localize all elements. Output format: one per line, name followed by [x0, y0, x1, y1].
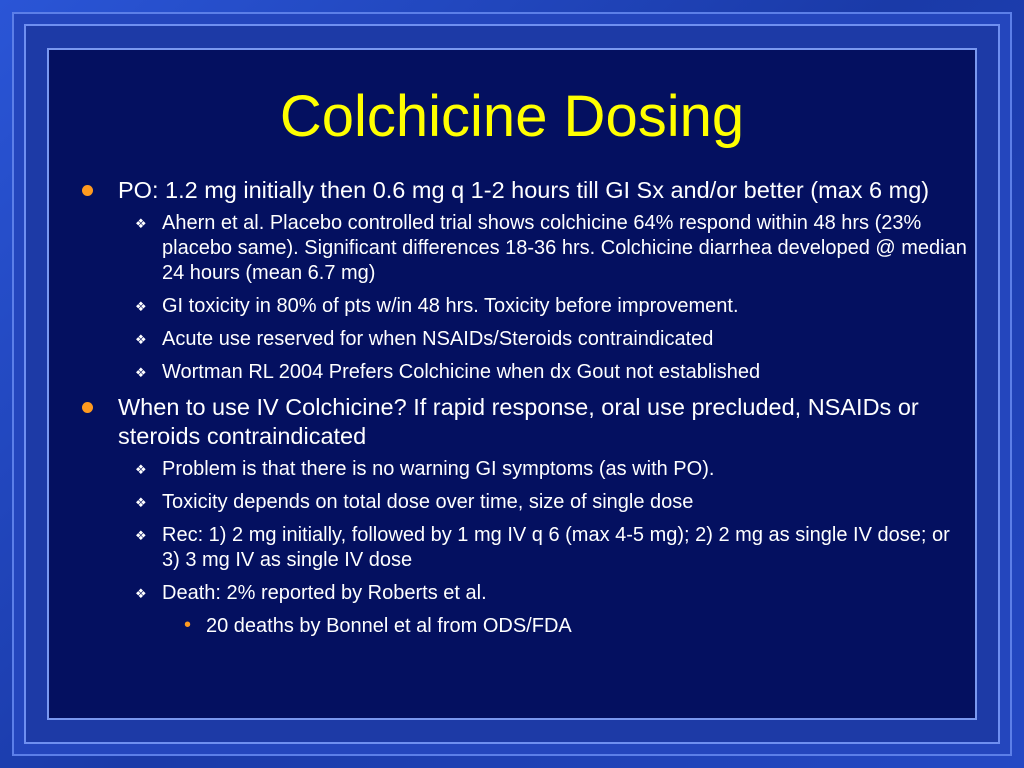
sub-bullet-toxicity-dose — [80, 490, 970, 515]
diamond-bullet-icon: ❖ — [135, 495, 147, 510]
sub-bullet-wortman — [80, 360, 970, 385]
diamond-bullet-icon: ❖ — [135, 462, 147, 477]
sub-bullet-gi-toxicity — [80, 294, 970, 319]
orange-dot-icon — [82, 185, 93, 196]
sub-bullet-recommendation — [80, 523, 970, 573]
sub-bullet-death — [80, 581, 970, 606]
orange-dot-icon — [82, 402, 93, 413]
bullet-text: PO: 1.2 mg initially then 0.6 mg q 1-2 hours till GI Sx and/or better (max 6 mg) — [118, 177, 930, 203]
diamond-bullet-icon: ❖ — [135, 586, 147, 601]
sub-bullet-text: Problem is that there is no warning GI symptoms (as with PO). — [162, 458, 715, 480]
sub-bullet-text: Rec: 1) 2 mg initially, followed by 1 mg IV q 6 (max 4-5 mg); 2) 2 mg as single IV dose; or 3) 3 mg IV as single IV dose — [162, 524, 950, 571]
sub-bullet-text: GI toxicity in 80% of pts w/in 48 hrs. Toxicity before improvement. — [162, 295, 739, 317]
diamond-bullet-icon: ❖ — [135, 365, 147, 380]
sub-bullet-acute-use — [80, 327, 970, 352]
sub-bullet-text: Acute use reserved for when NSAIDs/Steroids contraindicated — [162, 328, 714, 350]
sub-bullet-text: Wortman RL 2004 Prefers Colchicine when dx Gout not established — [162, 361, 761, 383]
orange-bullet-icon: • — [184, 614, 192, 636]
slide-title: Colchicine Dosing — [279, 84, 745, 149]
diamond-bullet-icon: ❖ — [135, 299, 147, 314]
bullet-po-dosing — [80, 176, 970, 205]
sub-bullet-text: Death: 2% reported by Roberts et al. — [162, 582, 487, 604]
bullet-text: When to use IV Colchicine? If rapid response, oral use precluded, NSAIDs or steroids contraindicated — [118, 394, 919, 449]
sub-bullet-text: Toxicity depends on total dose over time, size of single dose — [162, 491, 694, 513]
sub-bullet-warning — [80, 457, 970, 482]
slide-body — [80, 176, 970, 645]
bullet-iv-colchicine — [80, 393, 970, 451]
diamond-bullet-icon: ❖ — [135, 332, 147, 347]
sub-bullet-text: Ahern et al. Placebo controlled trial shows colchicine 64% respond within 48 hrs (23% placebo same). Significant differences 18-36 hrs. Colchicine diarrhea developed @ median 24 hours (mean 6.7 mg) — [162, 212, 967, 284]
diamond-bullet-icon: ❖ — [135, 528, 147, 543]
sub-bullet-ahern — [80, 211, 970, 286]
diamond-bullet-icon: ❖ — [135, 216, 147, 231]
sub-sub-bullet-text: 20 deaths by Bonnel et al from ODS/FDA — [206, 615, 572, 637]
sub-sub-bullet-bonnel — [80, 614, 970, 639]
